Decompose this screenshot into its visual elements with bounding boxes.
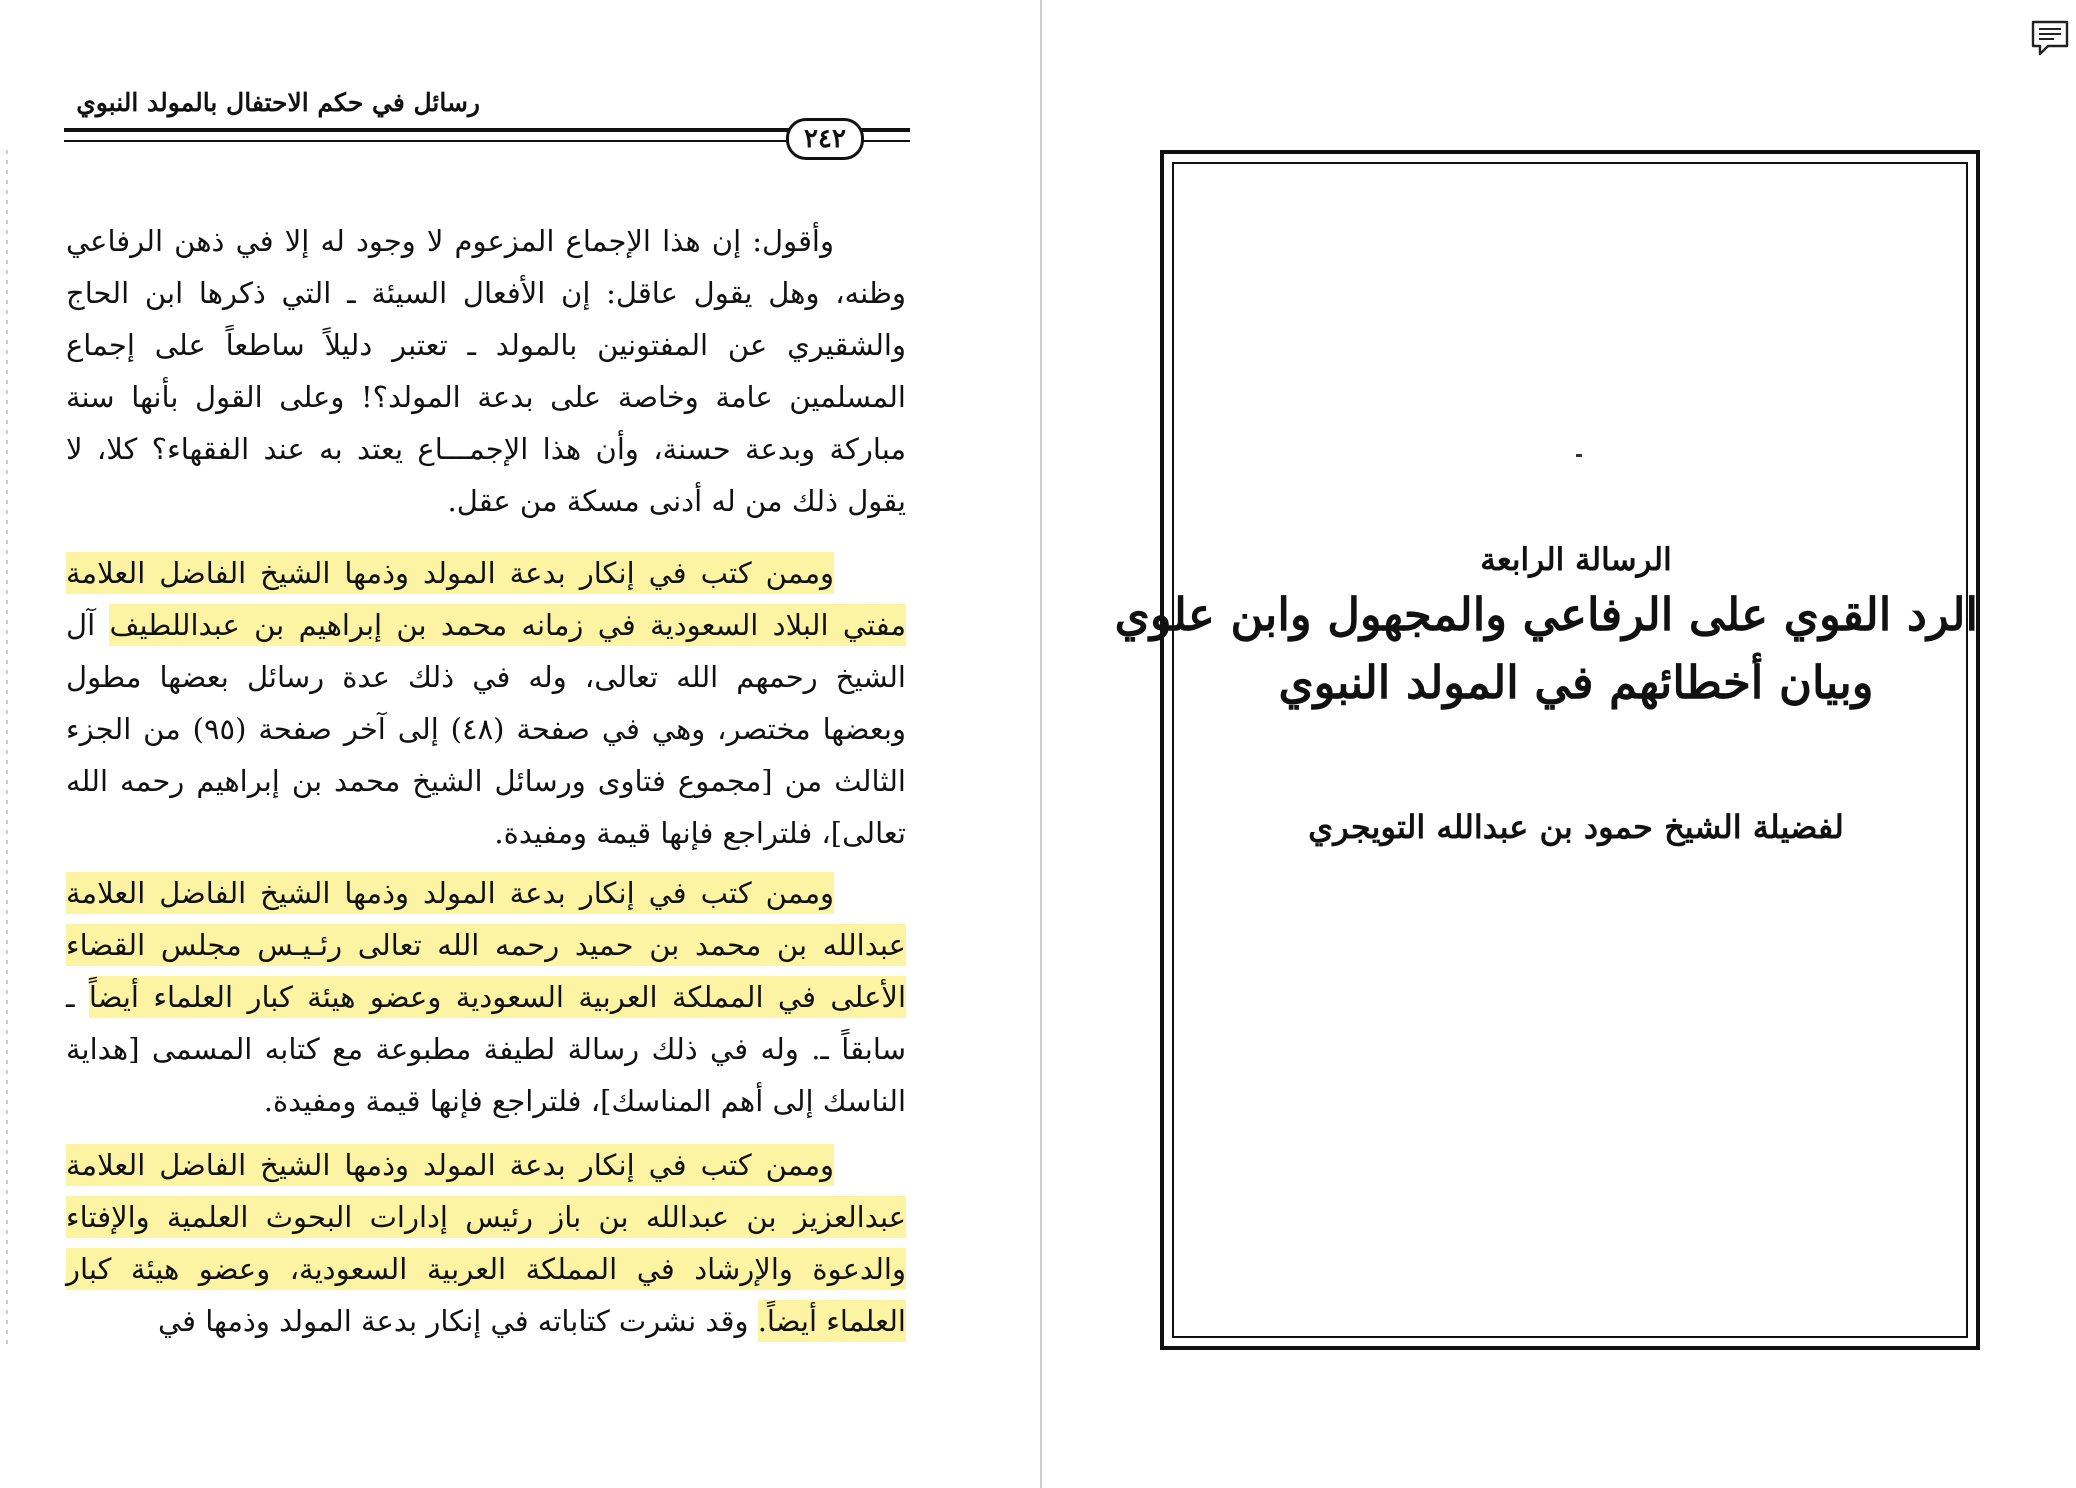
comment-icon[interactable]: [2030, 18, 2070, 58]
ornament-mark: [1576, 454, 1582, 457]
author-line: لفضيلة الشيخ حمود بن عبدالله التويجري: [1308, 808, 1844, 846]
highlighted-text: وممن كتب في إنكار بدعة المولد وذمها الشيخ الفاضل العلامة مفتي البلاد السعودية في زمانه محمد بن إبراهيم بن عبداللطيف: [66, 552, 906, 646]
paragraph-text: آل الشيخ رحمهم الله تعالى، وله في ذلك عدة رسائل بعضها مطول وبعضها مختصر، وهي في صفحة (٤٨) إلى آخر صفحة (٩٥) من الجزء الثالث من [مجموع فتاوى ورسائل الشيخ محمد بن إبراهيم رحمه الله تعالى]، فلتراجع فإنها قيمة ومفيدة.: [66, 608, 906, 850]
title-frame: [1114, 150, 1980, 1350]
paragraph-text: وقد نشرت كتاباته في إنكار بدعة المولد وذمها في: [157, 1304, 758, 1338]
paragraph-text: ـ سابقاً ـ. وله في ذلك رسالة لطيفة مطبوعة مع كتابه المسمى [هداية الناسك إلى أهم المناسك]، فلتراجع فإنها قيمة ومفيدة.: [66, 980, 906, 1118]
paragraph-2: [66, 547, 906, 859]
running-title: رسائل في حكم الاحتفال بالمولد النبوي: [76, 88, 480, 117]
highlighted-text: وممن كتب في إنكار بدعة المولد وذمها الشيخ الفاضل العلامة عبدالله بن محمد بن حميد رحمه الله تعالى رئـيـس مجلس القضاء الأعلى في المملكة العربية السعودية وعضو هيئة كبار العلماء أيضاً: [66, 872, 906, 1018]
main-title-line-2: وبيان أخطائهم في المولد النبوي: [1278, 656, 1874, 709]
right-page: [1042, 0, 2076, 1488]
letter-label: الرسالة الرابعة: [1480, 542, 1672, 578]
page-number: ٢٤٢: [786, 118, 864, 160]
paragraph-text: وأقول: إن هذا الإجماع المزعوم لا وجود له إلا في ذهن الرفاعي وظنه، وهل يقول عاقل: إن الأفعال السيئة ـ التي ذكرها ابن الحاج والشقيري عن المفتونين بالمولد ـ تعتبر دليلاً ساطعاً على إجماع المسلمين عامة وخاصة على بدعة المولد؟! وعلى القول بأنها سنة مباركة وبدعة حسنة، وأن هذا الإجمـــاع يعتد به عند الفقهاء؟ كلا، لا يقول ذلك من له أدنى مسكة من عقل.: [66, 224, 906, 518]
highlighted-text: وممن كتب في إنكار بدعة المولد وذمها الشيخ الفاضل العلامة عبدالعزيز بن عبدالله بن باز رئيس إدارات البحوث العلمية والإفتاء والدعوة والإرشاد في المملكة العربية السعودية، وعضو هيئة كبار العلماء أيضاً.: [66, 1144, 906, 1342]
header-rule: [64, 128, 910, 142]
paragraph-4: [66, 1139, 906, 1347]
paragraph-3: [66, 867, 906, 1127]
scan-margin-dots: [6, 150, 8, 1350]
title-frame-inner-border: [1114, 162, 1978, 1338]
main-title-line-1: الرد القوي على الرفاعي والمجهول وابن علوي: [1114, 588, 1978, 641]
paragraph-1: [66, 215, 906, 527]
